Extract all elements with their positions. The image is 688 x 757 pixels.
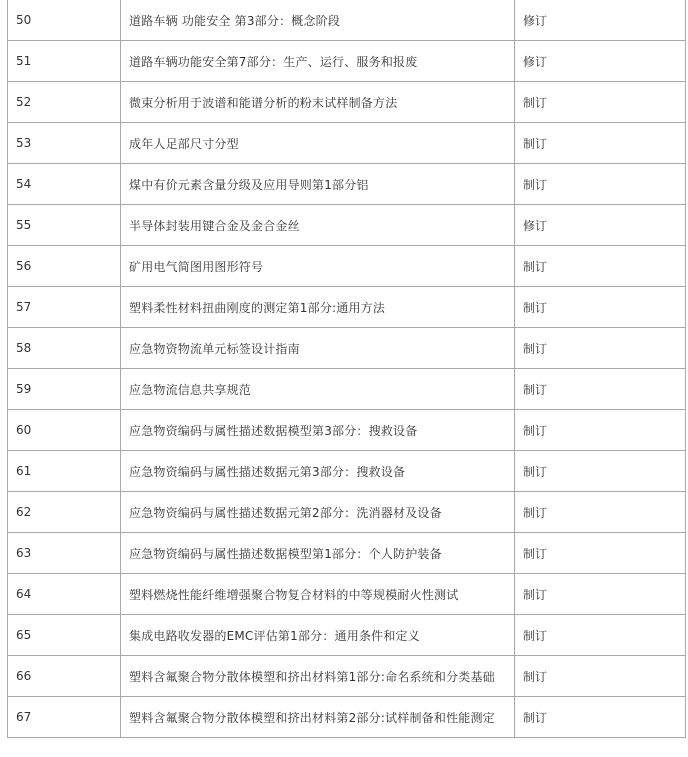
standard-name: 成年人足部尺寸分型 (121, 123, 515, 164)
revision-type: 修订 (515, 0, 686, 41)
revision-type: 修订 (515, 41, 686, 82)
table-row (8, 205, 686, 246)
standard-name: 塑料含氟聚合物分散体模塑和挤出材料第1部分:命名系统和分类基础 (121, 656, 515, 697)
standard-name: 道路车辆功能安全第7部分：生产、运行、服务和报废 (121, 41, 515, 82)
table-row (8, 0, 686, 41)
row-number: 54 (8, 164, 121, 205)
table-row (8, 533, 686, 574)
revision-type: 制订 (515, 615, 686, 656)
standard-name: 塑料含氟聚合物分散体模塑和挤出材料第2部分:试样制备和性能测定 (121, 697, 515, 738)
row-number: 61 (8, 451, 121, 492)
row-number: 65 (8, 615, 121, 656)
table-row (8, 328, 686, 369)
row-number: 63 (8, 533, 121, 574)
revision-type: 制订 (515, 533, 686, 574)
row-number: 55 (8, 205, 121, 246)
standards-table (7, 0, 686, 738)
revision-type: 制订 (515, 369, 686, 410)
standard-name: 煤中有价元素含量分级及应用导则第1部分铝 (121, 164, 515, 205)
table-row (8, 574, 686, 615)
row-number: 60 (8, 410, 121, 451)
revision-type: 制订 (515, 697, 686, 738)
revision-type: 制订 (515, 451, 686, 492)
table-row (8, 697, 686, 738)
revision-type: 制订 (515, 656, 686, 697)
standard-name: 应急物资编码与属性描述数据模型第1部分：个人防护装备 (121, 533, 515, 574)
row-number: 50 (8, 0, 121, 41)
revision-type: 制订 (515, 328, 686, 369)
row-number: 64 (8, 574, 121, 615)
revision-type: 制订 (515, 287, 686, 328)
standard-name: 应急物资物流单元标签设计指南 (121, 328, 515, 369)
standard-name: 半导体封装用键合金及金合金丝 (121, 205, 515, 246)
revision-type: 制订 (515, 574, 686, 615)
table-row (8, 615, 686, 656)
table-row (8, 123, 686, 164)
row-number: 57 (8, 287, 121, 328)
standard-name: 微束分析用于波谱和能谱分析的粉末试样制备方法 (121, 82, 515, 123)
table-row (8, 656, 686, 697)
row-number: 52 (8, 82, 121, 123)
table-row (8, 246, 686, 287)
standard-name: 集成电路收发器的EMC评估第1部分：通用条件和定义 (121, 615, 515, 656)
revision-type: 修订 (515, 205, 686, 246)
row-number: 67 (8, 697, 121, 738)
standard-name: 应急物流信息共享规范 (121, 369, 515, 410)
table-row (8, 41, 686, 82)
standards-table-body (8, 0, 686, 738)
table-row (8, 164, 686, 205)
row-number: 53 (8, 123, 121, 164)
revision-type: 制订 (515, 82, 686, 123)
standard-name: 应急物资编码与属性描述数据模型第3部分：搜救设备 (121, 410, 515, 451)
table-row (8, 410, 686, 451)
standard-name: 应急物资编码与属性描述数据元第2部分：洗消器材及设备 (121, 492, 515, 533)
row-number: 66 (8, 656, 121, 697)
row-number: 58 (8, 328, 121, 369)
revision-type: 制订 (515, 164, 686, 205)
revision-type: 制订 (515, 492, 686, 533)
table-row (8, 492, 686, 533)
row-number: 56 (8, 246, 121, 287)
table-row (8, 369, 686, 410)
standard-name: 塑料柔性材料扭曲刚度的测定第1部分:通用方法 (121, 287, 515, 328)
table-row (8, 451, 686, 492)
revision-type: 制订 (515, 246, 686, 287)
row-number: 59 (8, 369, 121, 410)
revision-type: 制订 (515, 123, 686, 164)
standard-name: 矿用电气简图用图形符号 (121, 246, 515, 287)
table-row (8, 287, 686, 328)
standard-name: 应急物资编码与属性描述数据元第3部分：搜救设备 (121, 451, 515, 492)
row-number: 62 (8, 492, 121, 533)
row-number: 51 (8, 41, 121, 82)
standard-name: 塑料燃烧性能纤维增强聚合物复合材料的中等规模耐火性测试 (121, 574, 515, 615)
standard-name: 道路车辆 功能安全 第3部分：概念阶段 (121, 0, 515, 41)
revision-type: 制订 (515, 410, 686, 451)
table-row (8, 82, 686, 123)
